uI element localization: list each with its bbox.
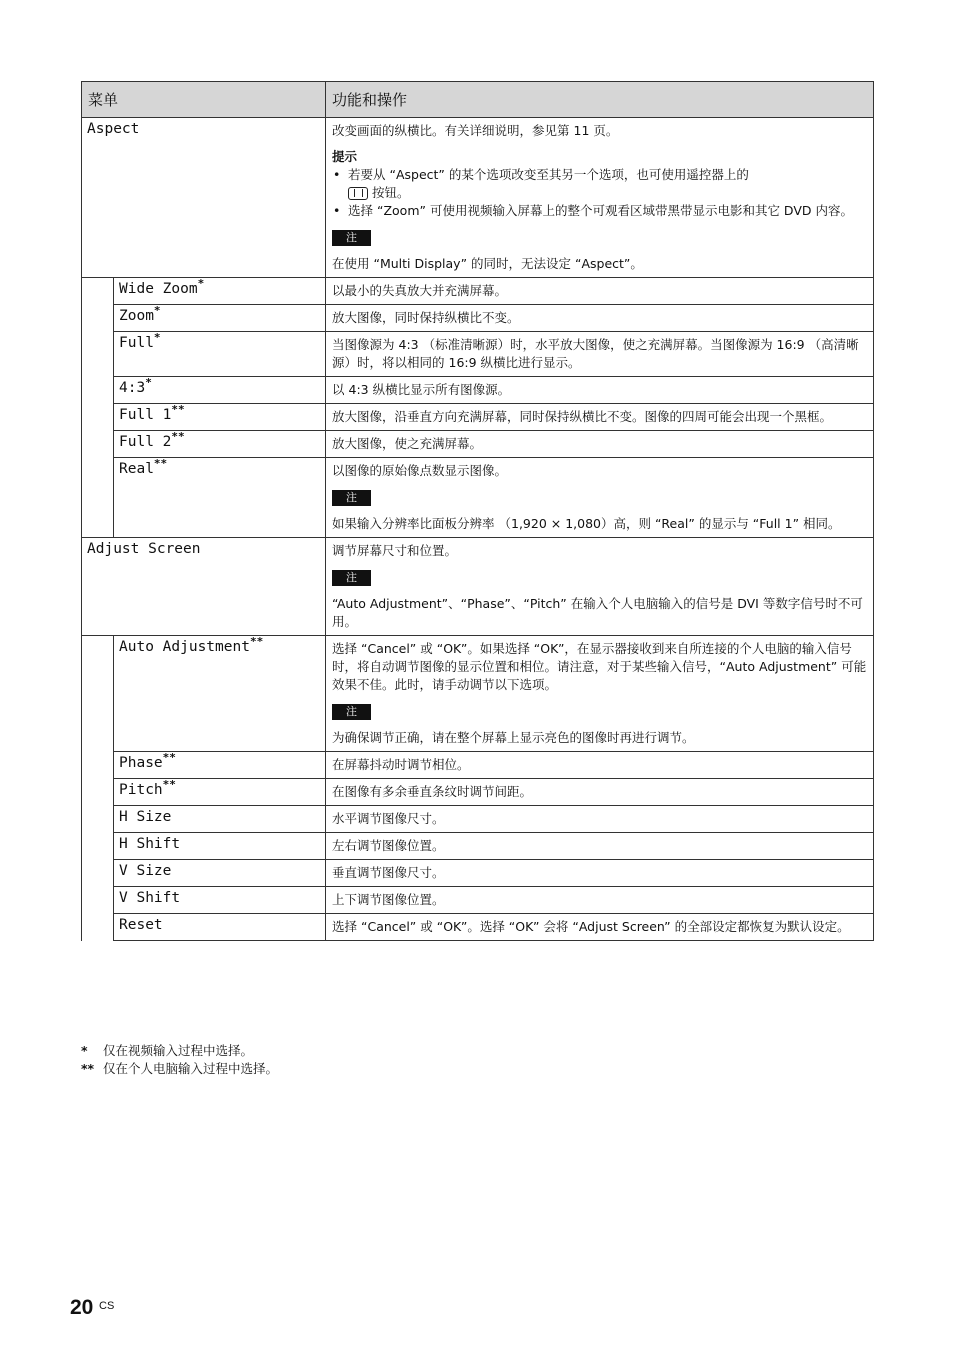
- row-description: 放大图像，沿垂直方向充满屏幕，同时保持纵横比不变。图像的四周可能会出现一个黑框。: [326, 404, 874, 431]
- row-description: 左右调节图像位置。: [326, 833, 874, 860]
- table-row: [82, 833, 874, 860]
- row-label: Full 2**: [114, 431, 326, 458]
- row-description: 以图像的原始像点数显示图像。 注 如果输入分辨率比面板分辨率 （1,920 × 1,080）高，则 “Real” 的显示与 “Full 1” 相同。: [326, 458, 874, 538]
- row-description: 在屏幕抖动时调节相位。: [326, 752, 874, 779]
- note-text: 如果输入分辨率比面板分辨率 （1,920 × 1,080）高，则 “Real” 的显示与 “Full 1” 相同。: [332, 516, 841, 531]
- function-column-header: 功能和操作: [326, 82, 874, 118]
- footnote: * 仅在视频输入过程中选择。: [81, 1043, 254, 1058]
- row-label: Pitch**: [114, 779, 326, 806]
- hint-title: 提示: [332, 149, 358, 164]
- table-row: [82, 887, 874, 914]
- row-description: 放大图像，使之充满屏幕。: [326, 431, 874, 458]
- note-badge: 注: [332, 704, 371, 720]
- note-badge: 注: [332, 230, 371, 246]
- row-label: Real**: [114, 458, 326, 538]
- table-row: [82, 806, 874, 833]
- row-description: 在图像有多余垂直条纹时调节间距。: [326, 779, 874, 806]
- row-label: Full 1**: [114, 404, 326, 431]
- note-text: 为确保调节正确，请在整个屏幕上显示亮色的图像时再进行调节。: [332, 730, 695, 745]
- table-row: [82, 332, 874, 377]
- row-label: Reset: [114, 914, 326, 941]
- table-row: [82, 779, 874, 806]
- aspect-row: [82, 118, 874, 278]
- page-number: 20: [70, 1296, 94, 1319]
- aspect-desc: 改变画面的纵横比。有关详细说明，参见第 11 页。: [332, 123, 619, 138]
- note-badge: 注: [332, 570, 371, 586]
- row-label: H Shift: [114, 833, 326, 860]
- footnote: ** 仅在个人电脑输入过程中选择。: [81, 1061, 279, 1076]
- row-description: 上下调节图像位置。: [326, 887, 874, 914]
- adjust-screen-description: 调节屏幕尺寸和位置。 注 “Auto Adjustment”、“Phase”、“Pitch” 在输入个人电脑输入的信号是 DVI 等数字信号时不可用。: [326, 538, 874, 636]
- hint-item: • 若要从 “Aspect” 的某个选项改变至其另一个选项，也可使用遥控器上的 按钮。: [332, 166, 867, 202]
- footnotes: [81, 1042, 278, 1078]
- menu-table: [81, 81, 874, 941]
- row-description: 水平调节图像尺寸。: [326, 806, 874, 833]
- row-label: Auto Adjustment**: [114, 636, 326, 752]
- row-label: Wide Zoom*: [114, 278, 326, 305]
- row-label: 4:3*: [114, 377, 326, 404]
- adjust-screen-row: [82, 538, 874, 636]
- table-row: [82, 914, 874, 941]
- row-description: 垂直调节图像尺寸。: [326, 860, 874, 887]
- wide-mode-button-icon: [348, 187, 368, 200]
- table-row: [82, 305, 874, 332]
- table-row: [82, 752, 874, 779]
- hint-item: • 选择 “Zoom” 可使用视频输入屏幕上的整个可观看区域带黑带显示电影和其它 DVD 内容。: [332, 202, 867, 220]
- row-description: 以最小的失真放大并充满屏幕。: [326, 278, 874, 305]
- adjust-screen-label: Adjust Screen: [82, 538, 326, 636]
- row-label: V Shift: [114, 887, 326, 914]
- table-row: [82, 636, 874, 752]
- table-row: [82, 860, 874, 887]
- table-row: [82, 431, 874, 458]
- hint-list: [332, 166, 867, 220]
- row-description: 选择 “Cancel” 或 “OK”。选择 “OK” 会将 “Adjust Screen” 的全部设定都恢复为默认设定。: [326, 914, 874, 941]
- note-text: 在使用 “Multi Display” 的同时，无法设定 “Aspect”。: [332, 256, 643, 271]
- aspect-description: [326, 118, 874, 278]
- row-description: 选择 “Cancel” 或 “OK”。如果选择 “OK”，在显示器接收到来自所连接的个人电脑的输入信号时，将自动调节图像的显示位置和相位。请注意，对于某些输入信号，“Auto Adjustment” 可能效果不佳。此时，请手动调节以下选项。 注 为确保调节正确，请在整个屏幕上显示亮色的图像时再进行调节。: [326, 636, 874, 752]
- table-row: [82, 377, 874, 404]
- row-label: Phase**: [114, 752, 326, 779]
- menu-column-header: 菜单: [82, 82, 326, 118]
- row-description: 以 4:3 纵横比显示所有图像源。: [326, 377, 874, 404]
- row-description: 当图像源为 4:3 （标准清晰源）时，水平放大图像，使之充满屏幕。当图像源为 16:9 （高清晰源）时，将以相同的 16:9 纵横比进行显示。: [326, 332, 874, 377]
- note-text: “Auto Adjustment”、“Phase”、“Pitch” 在输入个人电脑输入的信号是 DVI 等数字信号时不可用。: [332, 596, 863, 629]
- row-label: H Size: [114, 806, 326, 833]
- row-description: 放大图像，同时保持纵横比不变。: [326, 305, 874, 332]
- table-row: [82, 458, 874, 538]
- row-label: Full*: [114, 332, 326, 377]
- aspect-label: Aspect: [82, 118, 326, 278]
- row-label: V Size: [114, 860, 326, 887]
- table-header: [82, 82, 874, 118]
- page-language-code: CS: [99, 1300, 115, 1312]
- row-label: Zoom*: [114, 305, 326, 332]
- table-row: [82, 404, 874, 431]
- note-badge: 注: [332, 490, 371, 506]
- table-row: [82, 278, 874, 305]
